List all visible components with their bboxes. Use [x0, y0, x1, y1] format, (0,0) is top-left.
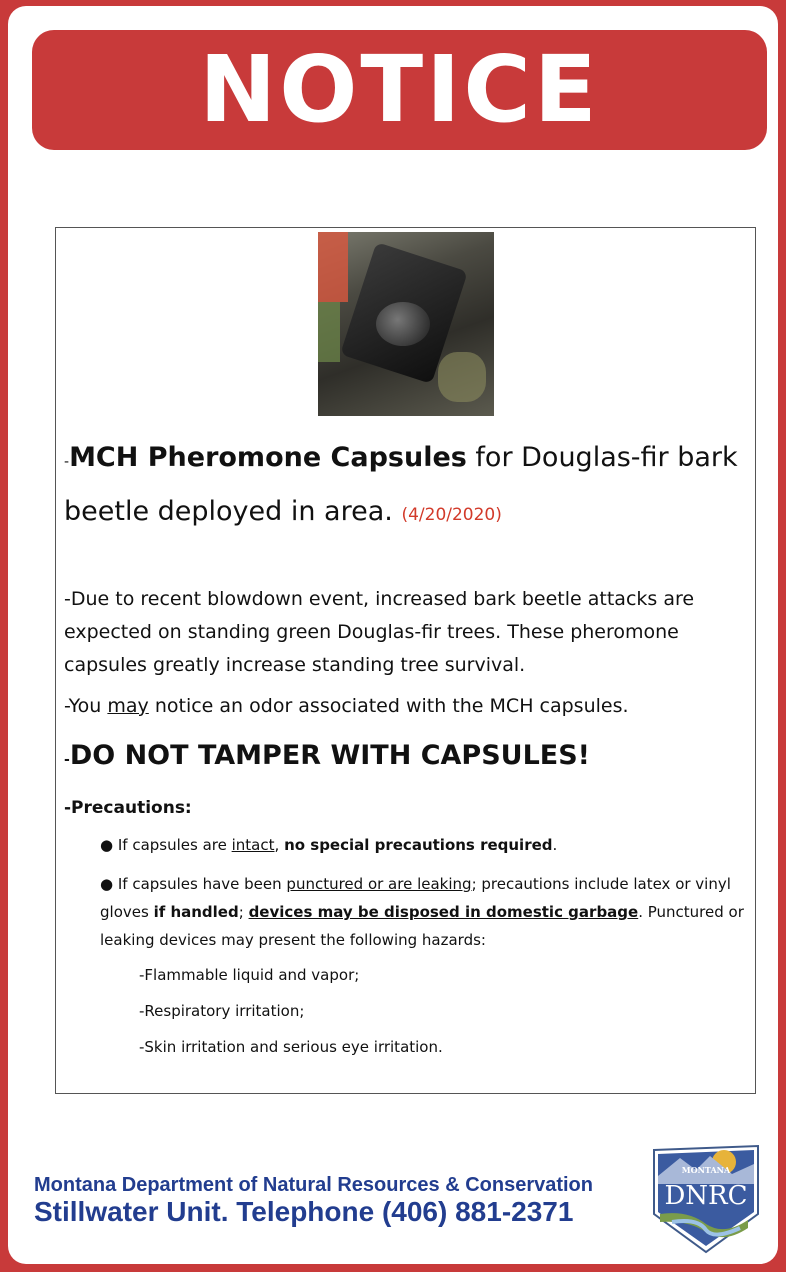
b2-bold: if handled [153, 903, 239, 921]
hazard-item: -Respiratory irritation; [139, 1002, 305, 1020]
hazard-item: -Flammable liquid and vapor; [139, 966, 360, 984]
notice-banner [32, 30, 767, 150]
lead-rest: for Douglas-fir bark beetle deployed in area. [64, 442, 738, 527]
bullet-punctured [100, 870, 750, 954]
b1-u: intact [231, 836, 275, 854]
capsule-photo [318, 232, 494, 416]
b2-c: ; [238, 903, 249, 921]
logo-main-text: DNRC [664, 1181, 748, 1211]
b2-u: punctured or are leaking [286, 875, 472, 893]
b2-d: . Punctured or leaking devices may present the following hazards: [100, 903, 744, 949]
precautions-title: -Precautions: [64, 798, 192, 818]
odor-a: -You [64, 695, 108, 717]
agency-name: Montana Department of Natural Resources & Conservation [34, 1174, 593, 1196]
b1-b: , [274, 836, 285, 854]
lead-text [64, 433, 744, 540]
b2-boldu: devices may be disposed in domestic garbage [248, 903, 639, 921]
notice-sign [8, 6, 778, 1264]
odor-b: notice an odor associated with the MCH capsules. [148, 695, 629, 717]
b1-bold: no special precautions required [284, 836, 553, 854]
warning-dash: - [64, 752, 70, 768]
odor-may: may [107, 695, 149, 717]
warning-text [64, 736, 590, 780]
b2-b: ; precautions include latex or vinyl gloves [100, 875, 731, 921]
banner-title: NOTICE [199, 36, 600, 143]
b2-a: ● If capsules have been [100, 875, 287, 893]
warning-main: DO NOT TAMPER WITH CAPSULES! [69, 740, 590, 771]
dnrc-shield-logo [648, 1140, 764, 1254]
paragraph-blowdown: -Due to recent blowdown event, increased bark beetle attacks are expected on standing green Douglas-fir trees. These pheromone capsules greatly increase standing tree survival. [64, 588, 695, 676]
paragraph-odor [64, 690, 629, 723]
notice-panel [55, 227, 756, 1094]
lead-bold: MCH Pheromone Capsules [69, 442, 467, 473]
b1-c: . [552, 836, 558, 854]
hazard-item: -Skin irritation and serious eye irritation. [139, 1038, 443, 1056]
notice-date: (4/20/2020) [401, 505, 502, 525]
logo-top-text: MONTANA [681, 1165, 731, 1175]
bullet-intact [100, 832, 557, 858]
lead-dash: - [64, 454, 70, 470]
b1-a: ● If capsules are [100, 836, 232, 854]
unit-contact: Stillwater Unit. Telephone (406) 881-2371 [34, 1196, 574, 1227]
